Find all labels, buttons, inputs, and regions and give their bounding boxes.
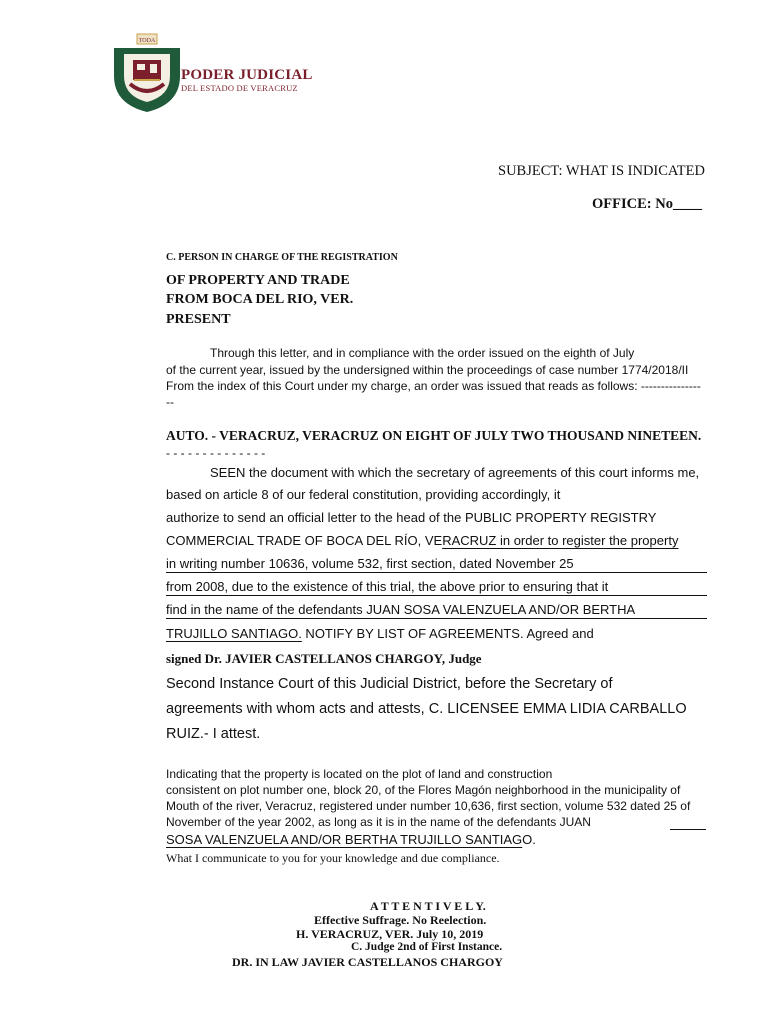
indicating-line-1: Indicating that the property is located on the plot of land and construction [166, 767, 553, 781]
auto-heading: AUTO. - VERACRUZ, VERACRUZ ON EIGHT OF JULY TWO THOUSAND NINETEEN. [166, 428, 702, 443]
auto-line-12: RUIZ.- I attest. [166, 726, 261, 742]
underline-rule-5 [166, 572, 707, 573]
auto-line-8b: NOTIFY BY LIST OF AGREEMENTS. Agreed and [301, 626, 594, 641]
recipient-line-1: C. PERSON IN CHARGE OF THE REGISTRATION [166, 252, 398, 263]
intro-line-3: From the index of this Court under my charge, an order was issued that reads as follows: --------------- [166, 379, 701, 393]
auto-line-10: Second Instance Court of this Judicial District, before the Secretary of [166, 676, 613, 692]
indicating-line-5 [166, 832, 536, 847]
auto-line-7: find in the name of the defendants JUAN SOSA VALENZUELA AND/OR BERTHA [166, 602, 636, 617]
auto-line-5: in writing number 10636, volume 532, first section, dated November 25 [166, 556, 574, 571]
office-number: OFFICE: No____ [592, 196, 702, 212]
indicating-line-5b: O. [522, 832, 536, 847]
recipient-line-2: OF PROPERTY AND TRADE [166, 273, 350, 288]
closing-judge-title: C. Judge 2nd of First Instance. [351, 941, 503, 953]
auto-line-8 [166, 626, 594, 641]
logo-title: PODER JUDICIAL [181, 67, 313, 83]
indicating-line-3: Mouth of the river, Veracruz, registered under number 10,636, first section, volume 532 dated 25 of [166, 799, 691, 813]
auto-line-1: SEEN the document with which the secretary of agreements of this court informs me, [210, 465, 700, 480]
intro-line-2: of the current year, issued by the undersigned within the proceedings of case number 1774/2018/II [166, 363, 689, 377]
subject-line: SUBJECT: WHAT IS INDICATED [498, 163, 705, 179]
intro-line-1: Through this letter, and in compliance with the order issued on the eighth of July [210, 346, 635, 360]
recipient-line-3: FROM BOCA DEL RIO, VER. [166, 292, 354, 307]
indicating-line-5a: SOSA VALENZUELA AND/OR BERTHA TRUJILLO SANTIAG [166, 832, 523, 847]
auto-dashes: - - - - - - - - - - - - - - [166, 446, 266, 460]
auto-line-6: from 2008, due to the existence of this trial, the above prior to ensuring that it [166, 579, 609, 594]
logo-subtitle: DEL ESTADO DE VERACRUZ [181, 83, 298, 93]
recipient-line-4: PRESENT [166, 312, 231, 327]
underline-rule-7 [166, 618, 707, 619]
indicating-line-4: November of the year 2002, as long as it is in the name of the defendants JUAN [166, 815, 591, 829]
auto-line-2: based on article 8 of our federal constitution, providing accordingly, it [166, 487, 561, 502]
judicial-seal-logo [110, 32, 185, 114]
intro-line-4: -- [166, 395, 174, 409]
seal-label: TODA [138, 38, 156, 44]
indicating-line-6: What I communicate to you for your knowledge and due compliance. [166, 851, 500, 865]
closing-signatory: DR. IN LAW JAVIER CASTELLANOS CHARGOY [232, 955, 503, 969]
auto-line-8a: TRUJILLO SANTIAGO. [166, 626, 302, 641]
underline-rule-6 [166, 595, 707, 596]
auto-line-4a: COMMERCIAL TRADE OF BOCA DEL RÍO, VE [166, 533, 443, 548]
short-blank-rule [670, 829, 706, 830]
closing-suffrage: Effective Suffrage. No Reelection. [314, 913, 487, 927]
closing-place-date: H. VERACRUZ, VER. July 10, 2019 [296, 927, 484, 941]
auto-line-3: authorize to send an official letter to the head of the PUBLIC PROPERTY REGISTRY [166, 510, 657, 525]
indicating-line-2: consistent on plot number one, block 20, of the Flores Magón neighborhood in the municipality of [166, 783, 681, 797]
closing-attentively: A T T E N T I V E L Y. [370, 899, 486, 913]
auto-line-9: signed Dr. JAVIER CASTELLANOS CHARGOY, Judge [166, 651, 482, 666]
auto-line-11: agreements with whom acts and attests, C. LICENSEE EMMA LIDIA CARBALLO [166, 701, 687, 717]
auto-line-4b: RACRUZ in order to register the property [442, 533, 679, 548]
auto-line-4 [166, 533, 678, 548]
